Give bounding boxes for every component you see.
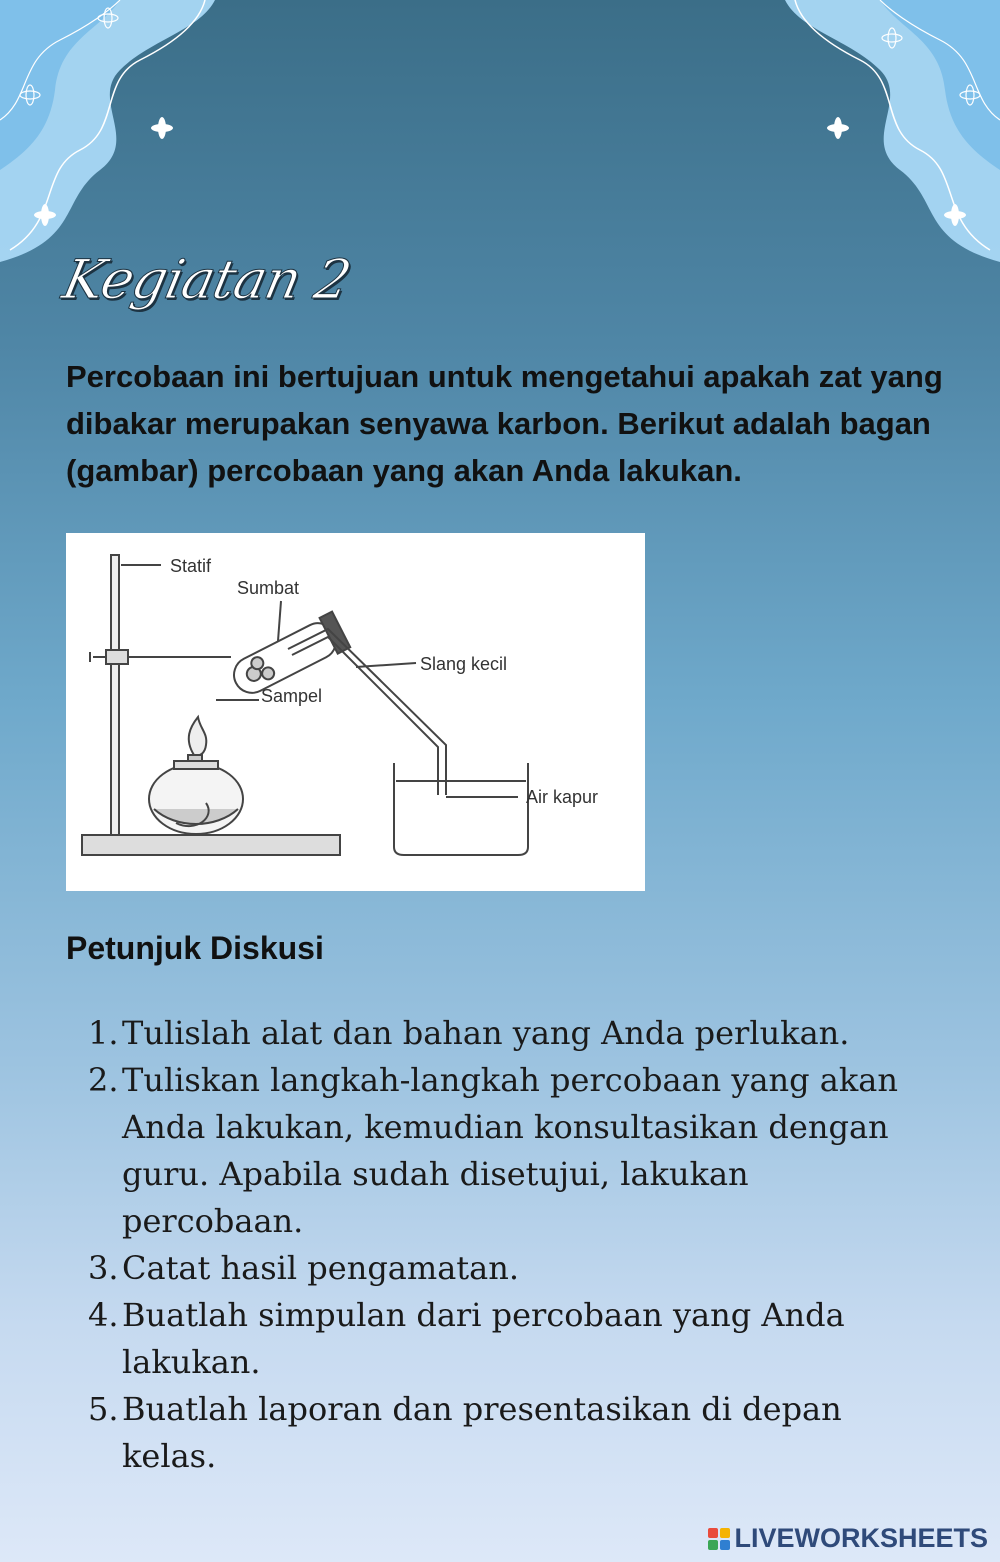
step-text: Tulislah alat dan bahan yang Anda perlukan. bbox=[122, 1014, 850, 1052]
label-slang-kecil: Slang kecil bbox=[420, 654, 508, 674]
logo-square-green bbox=[708, 1540, 718, 1550]
discussion-steps bbox=[88, 1010, 918, 1480]
list-item bbox=[88, 1057, 918, 1245]
list-item bbox=[88, 1010, 918, 1057]
corner-decoration-right bbox=[770, 0, 1000, 270]
step-number: 5. bbox=[88, 1390, 119, 1428]
step-number: 3. bbox=[88, 1249, 119, 1287]
step-text: Buatlah laporan dan presentasikan di depan kelas. bbox=[122, 1390, 842, 1475]
liveworksheets-logo[interactable] bbox=[708, 1523, 988, 1554]
step-number: 2. bbox=[88, 1061, 119, 1099]
page-title: Kegiatan 2 bbox=[57, 248, 356, 311]
step-text: Catat hasil pengamatan. bbox=[122, 1249, 520, 1287]
label-sampel: Sampel bbox=[261, 686, 323, 706]
intro-paragraph: Percobaan ini bertujuan untuk mengetahui apakah zat yang dibakar merupakan senyawa karbon. Berikut adalah bagan (gambar) percobaan yang akan Anda lakukan. bbox=[66, 359, 943, 488]
logo-square-blue bbox=[720, 1540, 730, 1550]
step-text: Buatlah simpulan dari percobaan yang Anda lakukan. bbox=[122, 1296, 845, 1381]
step-text: Tuliskan langkah-langkah percobaan yang akan Anda lakukan, kemudian konsultasikan dengan guru. Apabila sudah disetujui, lakukan percobaan. bbox=[122, 1061, 898, 1240]
step-number: 4. bbox=[88, 1296, 119, 1334]
discussion-heading: Petunjuk Diskusi bbox=[66, 930, 324, 966]
brand-name: LIVEWORKSHEETS bbox=[734, 1523, 988, 1553]
logo-icon bbox=[708, 1528, 730, 1550]
experiment-diagram bbox=[66, 533, 645, 891]
label-statif: Statif bbox=[170, 556, 212, 576]
label-sumbat: Sumbat bbox=[237, 578, 300, 598]
list-item bbox=[88, 1245, 918, 1292]
step-number: 1. bbox=[88, 1014, 119, 1052]
list-item bbox=[88, 1292, 918, 1386]
label-air-kapur: Air kapur bbox=[526, 787, 599, 807]
logo-square-red bbox=[708, 1528, 718, 1538]
corner-decoration-left bbox=[0, 0, 230, 270]
list-item bbox=[88, 1386, 918, 1480]
logo-square-yellow bbox=[720, 1528, 730, 1538]
